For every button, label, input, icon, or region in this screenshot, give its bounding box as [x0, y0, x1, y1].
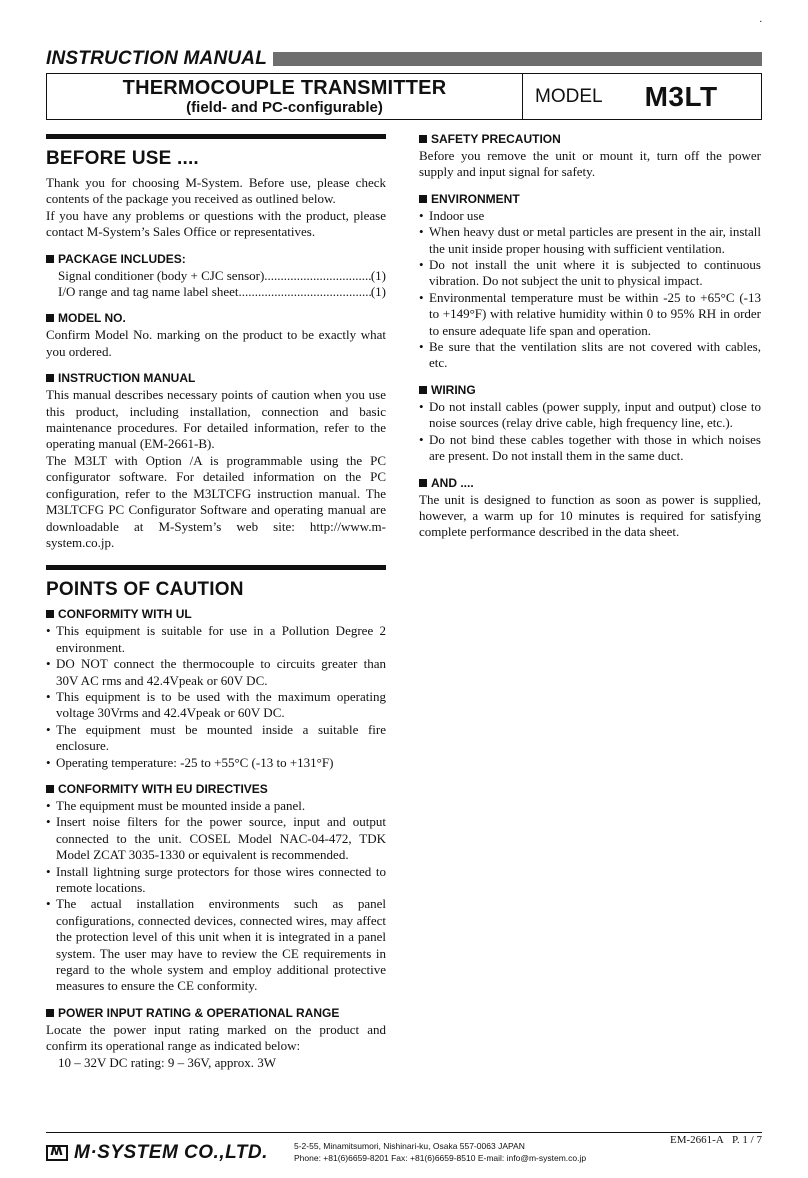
- list-item: • Do not install cables (power supply, input and output) close to noise sources (relay drive cable, high frequency line, etc.).: [419, 399, 761, 432]
- product-title-cell: [47, 74, 523, 119]
- power-text: Locate the power input rating marked on the product and confirm its operational range as indicated below:: [46, 1021, 386, 1054]
- manual-header: [46, 48, 762, 70]
- corner-mark: .: [759, 14, 762, 25]
- right-column: [419, 128, 761, 541]
- list-item: • The equipment must be mounted inside a suitable fire enclosure.: [46, 722, 386, 755]
- company-logo: [46, 1142, 268, 1164]
- eu-list: [46, 798, 386, 995]
- square-bullet-icon: [46, 255, 54, 263]
- subheading-model-no: MODEL NO.: [46, 310, 386, 326]
- power-rating: 10 – 32V DC rating: 9 – 36V, approx. 3W: [58, 1054, 276, 1070]
- subheading-power-input: POWER INPUT RATING & OPERATIONAL RANGE: [46, 1005, 386, 1021]
- subheading-eu: CONFORMITY WITH EU DIRECTIVES: [46, 781, 386, 797]
- list-item: • Operating temperature: -25 to +55°C (-13 to +131°F): [46, 755, 386, 771]
- model-cell: [523, 74, 761, 119]
- page-number: P. 1 / 7: [732, 1134, 762, 1146]
- square-bullet-icon: [419, 135, 427, 143]
- list-item: • The actual installation environments such as panel configurations, connected devices, connected wires, may affect the protection level of this unit when it is integrated in a panel system. The user may have to review the CE requirements in regard to the whole system and employ additional protective measures to ensure the CE conformity.: [46, 896, 386, 994]
- section-bar: [46, 565, 386, 570]
- square-bullet-icon: [46, 610, 54, 618]
- list-item: • This equipment is to be used with the maximum operating voltage 30Vrms and 42.4Vpeak or 60V DC.: [46, 689, 386, 722]
- contact-line: Phone: +81(6)6659-8201 Fax: +81(6)6659-8510 E-mail: info@m-system.co.jp: [294, 1153, 587, 1163]
- section-bar: [46, 134, 386, 139]
- and-text: The unit is designed to function as soon as power is supplied, however, a warm up for 10 minutes is required for satisfying complete performance described in the data sheet.: [419, 491, 761, 540]
- square-bullet-icon: [419, 195, 427, 203]
- list-item: • Indoor use: [419, 208, 761, 224]
- subheading-wiring: WIRING: [419, 382, 761, 398]
- square-bullet-icon: [419, 386, 427, 394]
- list-item: • Do not bind these cables together with those in which noises are present. Do not install them in the same duct.: [419, 432, 761, 465]
- square-bullet-icon: [46, 1009, 54, 1017]
- address-line: 5-2-55, Minamitsumori, Nishinari-ku, Osaka 557-0063 JAPAN: [294, 1141, 525, 1151]
- manual-paragraph: This manual describes necessary points of caution when you use this product, including installation, connection and basic maintenance procedures. For detailed information, refer to the operating manual (EM-2661-B).: [46, 387, 386, 452]
- model-no-text: Confirm Model No. marking on the product to be exactly what you ordered.: [46, 327, 386, 359]
- doc-id: EM-2661-A: [670, 1134, 724, 1146]
- package-item: Signal conditioner (body + CJC sensor) ..... (1): [46, 268, 386, 284]
- list-item: • The equipment must be mounted inside a panel.: [46, 798, 386, 814]
- square-bullet-icon: [419, 479, 427, 487]
- square-bullet-icon: [46, 374, 54, 382]
- list-item: • Be sure that the ventilation slits are not covered with cables, etc.: [419, 339, 761, 372]
- wiring-list: [419, 399, 761, 465]
- package-item: I/O range and tag name label sheet ..... (1): [46, 284, 386, 300]
- section-title-points-of-caution: POINTS OF CAUTION: [46, 579, 244, 601]
- subheading-instruction-manual: INSTRUCTION MANUAL: [46, 370, 386, 386]
- logo-mark-icon: [46, 1145, 68, 1161]
- subheading-and: AND ....: [419, 475, 761, 491]
- list-item: • Install lightning surge protectors for those wires connected to remote locations.: [46, 864, 386, 897]
- subheading-package: PACKAGE INCLUDES:: [46, 251, 386, 267]
- section-title-before-use: BEFORE USE ....: [46, 148, 199, 169]
- model-number: M3LT: [644, 80, 718, 112]
- intro-paragraph: Thank you for choosing M-System. Before use, please check contents of the package you received as outlined below.: [46, 175, 386, 207]
- subheading-safety: SAFETY PRECAUTION: [419, 131, 761, 147]
- list-item: • Do not install the unit where it is subjected to continuous vibration. Do not subject the unit to physical impact.: [419, 257, 761, 290]
- list-item: • When heavy dust or metal particles are present in the air, install the unit inside proper housing with sufficient ventilation.: [419, 224, 761, 257]
- square-bullet-icon: [46, 785, 54, 793]
- company-address: [294, 1140, 586, 1164]
- logo-text: M·SYSTEM CO.,LTD.: [74, 1142, 268, 1163]
- safety-text: Before you remove the unit or mount it, turn off the power supply and input signal for safety.: [419, 148, 761, 180]
- square-bullet-icon: [46, 314, 54, 322]
- product-header-box: [46, 73, 762, 120]
- manual-title: INSTRUCTION MANUAL: [46, 48, 268, 69]
- subheading-ul: CONFORMITY WITH UL: [46, 606, 386, 622]
- subheading-environment: ENVIRONMENT: [419, 191, 761, 207]
- model-label: MODEL: [535, 85, 603, 107]
- intro-paragraph: If you have any problems or questions with the product, please contact M-System’s Sales Office or representatives.: [46, 207, 386, 240]
- list-item: • Insert noise filters for the power source, input and output connected to the unit. COSEL Model NAC-04-472, TDK Model ZCAT 3035-1330 or equivalent is recommended.: [46, 814, 386, 863]
- footer-rule: [46, 1132, 762, 1133]
- manual-paragraph: The M3LT with Option /A is programmable using the PC configurator software. For detailed information on the PC configuration, refer to the M3LTCFG instruction manual. The M3LTCFG PC Configurator Software and operating manual are downloadable at M-System’s web site: http://www.m-system.co.jp.: [46, 452, 386, 550]
- product-subtitle: (field- and PC-configurable): [186, 99, 383, 116]
- environment-list: [419, 208, 761, 372]
- list-item: • Environmental temperature must be within -25 to +65°C (-13 to +149°F) with relative humidity within 0 to 95% RH in order to ensure adequate life span and operation.: [419, 290, 761, 339]
- ul-list: [46, 623, 386, 771]
- list-item: • DO NOT connect the thermocouple to circuits greater than 30V AC rms and 42.4Vpeak or 60V DC.: [46, 656, 386, 689]
- page-info: [670, 1134, 762, 1146]
- list-item: • This equipment is suitable for use in a Pollution Degree 2 environment.: [46, 623, 386, 656]
- product-title: THERMOCOUPLE TRANSMITTER: [122, 77, 447, 99]
- left-column: [46, 128, 386, 1071]
- manual-title-bar: [273, 52, 762, 66]
